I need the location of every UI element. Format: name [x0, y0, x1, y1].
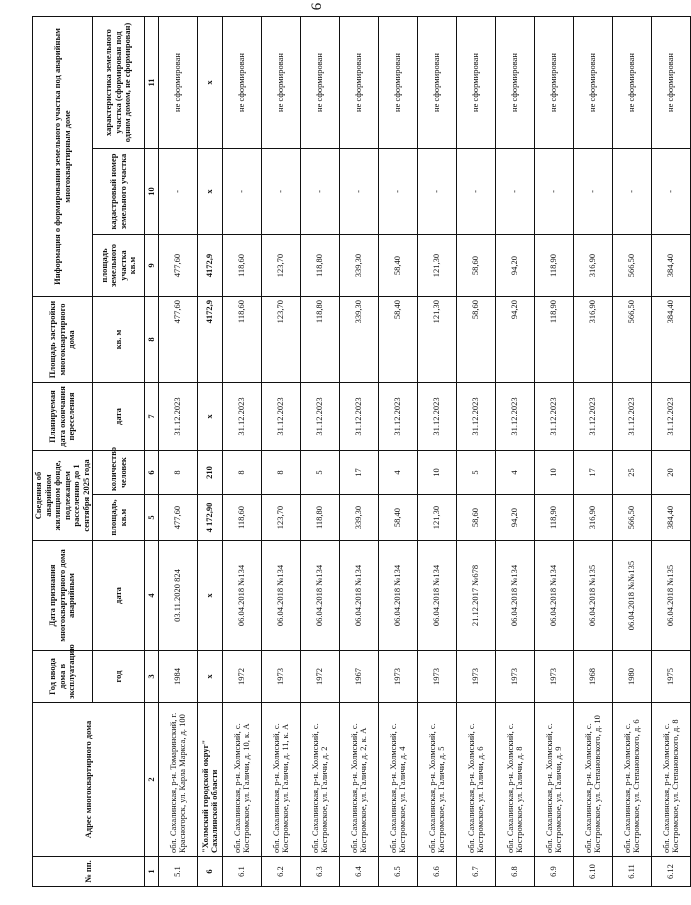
row-address: обл. Сахалинская, р-н. Холмский, с. Костромское, ул. Галичи, д. 2: [301, 703, 340, 857]
row-cadastral: -: [418, 149, 457, 235]
header-planned-date: дата: [93, 383, 145, 451]
row-planned-date: 31.12.2023: [496, 383, 535, 451]
column-number: 11: [145, 17, 159, 149]
row-planned-date: 31.12.2023: [613, 383, 652, 451]
header-cadastral: кадастровый номер земельного участка: [93, 149, 145, 235]
row-cadastral: -: [159, 149, 198, 235]
row-number: 6.11: [613, 857, 652, 887]
header-land-group: Информация о формировании земельного участка под аварийным многоквартирным доме: [33, 17, 93, 297]
row-number: 6.6: [418, 857, 457, 887]
row-area: 566,50: [613, 495, 652, 541]
table-row: [262, 17, 301, 887]
row-built-area: 477,60: [159, 297, 198, 383]
row-built-area: 121,30: [418, 297, 457, 383]
row-characteristic: не сформирован: [262, 17, 301, 149]
row-address: обл. Сахалинская, р-н. Холмский, с. Костромское, ул. Галичи, д. 4: [379, 703, 418, 857]
row-number: 6.1: [223, 857, 262, 887]
header-land-unit: кв.м: [127, 256, 138, 275]
row-year: 1973: [457, 651, 496, 703]
row-land-area: 339,30: [340, 235, 379, 297]
table-row: [301, 17, 340, 887]
row-people: 4: [379, 451, 418, 495]
row-area: 477,60: [159, 495, 198, 541]
row-planned-date: 31.12.2023: [223, 383, 262, 451]
row-people: 17: [574, 451, 613, 495]
row-area: 118,90: [535, 495, 574, 541]
row-built-area: 118,80: [301, 297, 340, 383]
row-year: 1967: [340, 651, 379, 703]
header-no: № пп.: [33, 857, 145, 887]
row-built-area: 94,20: [496, 297, 535, 383]
page-number: 9: [307, 2, 324, 11]
row-built-area: 316,90: [574, 297, 613, 383]
row-land-area: 316,90: [574, 235, 613, 297]
row-year: 1972: [301, 651, 340, 703]
row-date: 06.04.2018 №134: [496, 541, 535, 651]
row-address: обл. Сахалинская, р-н. Холмский, с. Костромское, ул. Галичи, д. 5: [418, 703, 457, 857]
row-characteristic: не сформирован: [613, 17, 652, 149]
row-built-area: 384,40: [652, 297, 691, 383]
row-cadastral: -: [574, 149, 613, 235]
row-date: 03.11.2020 824: [159, 541, 198, 651]
row-land-area: 118,60: [223, 235, 262, 297]
header-year-group: Год ввода дома в эксплуатацию: [33, 651, 93, 703]
row-number: 6.9: [535, 857, 574, 887]
header-recognition-group: Дата признания многоквартирного дома аварийным: [33, 541, 93, 651]
row-date: x: [198, 541, 223, 651]
row-date: 06.04.2018 №135: [574, 541, 613, 651]
row-cadastral: -: [535, 149, 574, 235]
row-land-area: 118,90: [535, 235, 574, 297]
header-info-group: Сведения об аварийном жилищном фонде, подлежащем расселению до 1 сентября 2025 года: [33, 451, 93, 541]
row-address: обл. Сахалинская, р-н. Холмский, с. Костромское, ул. Галичи, д. 10, к. А: [223, 703, 262, 857]
row-people: 20: [652, 451, 691, 495]
row-date: 21.12.2017 №678: [457, 541, 496, 651]
column-number: 5: [145, 495, 159, 541]
row-number: 6.7: [457, 857, 496, 887]
row-address: обл. Сахалинская, р-н. Холмский, с. Костромское, ул. Галичи, д. 11, к. А: [262, 703, 301, 857]
row-land-area: 123,70: [262, 235, 301, 297]
column-number: 7: [145, 383, 159, 451]
row-cadastral: x: [198, 149, 223, 235]
row-area: 384,40: [652, 495, 691, 541]
row-people: 10: [535, 451, 574, 495]
row-year: 1984: [159, 651, 198, 703]
row-characteristic: не сформирован: [535, 17, 574, 149]
row-people: 8: [262, 451, 301, 495]
row-characteristic: не сформирован: [379, 17, 418, 149]
row-characteristic: не сформирован: [652, 17, 691, 149]
row-date: 06.04.2018 №134: [301, 541, 340, 651]
row-address: обл. Сахалинская, р-н. Холмский, с. Костромское, ул. Степановского, д. 10: [574, 703, 613, 857]
row-planned-date: 31.12.2023: [535, 383, 574, 451]
row-area: 118,60: [223, 495, 262, 541]
header-date: дата: [93, 541, 145, 651]
column-number: 10: [145, 149, 159, 235]
row-characteristic: не сформирован: [159, 17, 198, 149]
row-land-area: 384,40: [652, 235, 691, 297]
row-number: 6.2: [262, 857, 301, 887]
row-land-area: 58,40: [379, 235, 418, 297]
row-year: 1973: [262, 651, 301, 703]
table-row: [457, 17, 496, 887]
row-date: 06.04.2018 №134: [535, 541, 574, 651]
row-people: 8: [223, 451, 262, 495]
row-characteristic: не сформирован: [574, 17, 613, 149]
row-area: 316,90: [574, 495, 613, 541]
row-land-area: 118,80: [301, 235, 340, 297]
row-planned-date: 31.12.2023: [457, 383, 496, 451]
row-land-area: 94,20: [496, 235, 535, 297]
row-number: 6.8: [496, 857, 535, 887]
row-built-area: 118,90: [535, 297, 574, 383]
row-year: 1972: [223, 651, 262, 703]
row-people: 8: [159, 451, 198, 495]
row-land-area: 477,60: [159, 235, 198, 297]
row-number: 6.5: [379, 857, 418, 887]
header-land-area: [93, 235, 145, 297]
row-land-area: 121,30: [418, 235, 457, 297]
row-address: обл. Сахалинская, р-н. Холмский, с. Костромское, ул. Галичи, д. 6: [457, 703, 496, 857]
row-built-area: 4172,9: [198, 297, 223, 383]
table-row: [340, 17, 379, 887]
table-row: [574, 17, 613, 887]
header-area: площадь, кв.м: [93, 495, 145, 541]
table-group-row: [198, 17, 223, 887]
row-address: обл. Сахалинская, р-н. Холмский, с. Костромское, ул. Степановского, д. 6: [613, 703, 652, 857]
row-number: 6: [198, 857, 223, 887]
row-date: 06.04.2018 №135: [652, 541, 691, 651]
row-planned-date: 31.12.2023: [159, 383, 198, 451]
row-number: 6.3: [301, 857, 340, 887]
header-planned-group: Планируемая дата окончания переселения: [33, 383, 93, 451]
row-planned-date: 31.12.2023: [301, 383, 340, 451]
row-cadastral: -: [652, 149, 691, 235]
row-area: 339,30: [340, 495, 379, 541]
column-number: 2: [145, 703, 159, 857]
row-number: 6.12: [652, 857, 691, 887]
column-number: 4: [145, 541, 159, 651]
header-built-area-group: Площадь застройки многоквартирного дома: [33, 297, 93, 383]
row-number: 5.1: [159, 857, 198, 887]
row-year: 1973: [379, 651, 418, 703]
row-date: 06.04.2018 №134: [262, 541, 301, 651]
row-planned-date: 31.12.2023: [379, 383, 418, 451]
row-area: 58,40: [379, 495, 418, 541]
column-number: 9: [145, 235, 159, 297]
column-numbers-row: [145, 17, 159, 887]
row-built-area: 123,70: [262, 297, 301, 383]
row-area: 118,80: [301, 495, 340, 541]
row-planned-date: x: [198, 383, 223, 451]
row-cadastral: -: [457, 149, 496, 235]
row-date: 06.04.2018 №134: [379, 541, 418, 651]
row-people: 17: [340, 451, 379, 495]
header-characteristic: характеристика земельного участка (сформирован под одним домом, не сформирован): [93, 17, 145, 149]
row-year: 1980: [613, 651, 652, 703]
header-land-area-label: площадь земельного участка: [98, 243, 128, 288]
table-row: [496, 17, 535, 887]
row-date: 06.04.2018 №№135: [613, 541, 652, 651]
row-characteristic: не сформирован: [496, 17, 535, 149]
row-area: 58,60: [457, 495, 496, 541]
row-address: обл. Сахалинская, р-н. Холмский, с. Костромское, ул. Галичи, д. 9: [535, 703, 574, 857]
row-land-area: 58,60: [457, 235, 496, 297]
row-date: 06.04.2018 №134: [340, 541, 379, 651]
row-land-area: 4172,9: [198, 235, 223, 297]
row-number: 6.10: [574, 857, 613, 887]
row-people: 4: [496, 451, 535, 495]
row-characteristic: x: [198, 17, 223, 149]
table-row: [223, 17, 262, 887]
column-number: 8: [145, 297, 159, 383]
row-year: 1973: [496, 651, 535, 703]
column-number: 3: [145, 651, 159, 703]
row-date: 06.04.2018 №134: [418, 541, 457, 651]
row-characteristic: не сформирован: [457, 17, 496, 149]
header-address: Адрес многоквартирного дома: [33, 703, 145, 857]
rotated-page: [32, 17, 681, 887]
row-planned-date: 31.12.2023: [340, 383, 379, 451]
table-row: [418, 17, 457, 887]
column-number: 1: [145, 857, 159, 887]
row-characteristic: не сформирован: [418, 17, 457, 149]
row-characteristic: не сформирован: [340, 17, 379, 149]
row-planned-date: 31.12.2023: [418, 383, 457, 451]
row-cadastral: -: [379, 149, 418, 235]
row-address: "Холмский городской округ" Сахалинской области: [198, 703, 223, 857]
row-address: обл. Сахалинская, р-н. Холмский, с. Костромское, ул. Галичи, д. 8: [496, 703, 535, 857]
emergency-housing-table: [32, 16, 691, 887]
row-built-area: 566,50: [613, 297, 652, 383]
row-address: обл. Сахалинская, р-н. Холмский, с. Костромское, ул. Галичи, д. 2, к. А: [340, 703, 379, 857]
table-body: [159, 17, 691, 887]
row-area: 123,70: [262, 495, 301, 541]
header-people: количество человек: [93, 451, 145, 495]
row-planned-date: 31.12.2023: [652, 383, 691, 451]
row-year: 1975: [652, 651, 691, 703]
row-cadastral: -: [340, 149, 379, 235]
row-land-area: 566,50: [613, 235, 652, 297]
column-number: 6: [145, 451, 159, 495]
row-people: 5: [457, 451, 496, 495]
row-cadastral: -: [496, 149, 535, 235]
row-cadastral: -: [223, 149, 262, 235]
table-row: [379, 17, 418, 887]
row-characteristic: не сформирован: [223, 17, 262, 149]
row-people: 25: [613, 451, 652, 495]
row-people: 10: [418, 451, 457, 495]
row-address: обл. Сахалинская, р-н. Холмский, с. Костромское, ул. Степановского, д. 8: [652, 703, 691, 857]
row-area: 121,30: [418, 495, 457, 541]
table-row: [535, 17, 574, 887]
row-built-area: 58,60: [457, 297, 496, 383]
row-cadastral: -: [301, 149, 340, 235]
row-people: 210: [198, 451, 223, 495]
table-row: [652, 17, 691, 887]
row-built-area: 58,40: [379, 297, 418, 383]
row-address: обл. Сахалинская, р-н. Томаринский, г. Красногорск, ул. Карла Маркса, д. 100: [159, 703, 198, 857]
row-date: 06.04.2018 №134: [223, 541, 262, 651]
header-sqm: кв. м: [93, 297, 145, 383]
row-area: 94,20: [496, 495, 535, 541]
row-cadastral: -: [613, 149, 652, 235]
table-row: [159, 17, 198, 887]
row-year: 1968: [574, 651, 613, 703]
row-characteristic: не сформирован: [301, 17, 340, 149]
row-area: 4 172,90: [198, 495, 223, 541]
table-row: [613, 17, 652, 887]
row-people: 5: [301, 451, 340, 495]
row-year: 1973: [535, 651, 574, 703]
row-planned-date: 31.12.2023: [262, 383, 301, 451]
row-year: x: [198, 651, 223, 703]
row-built-area: 339,30: [340, 297, 379, 383]
row-built-area: 118,60: [223, 297, 262, 383]
row-cadastral: -: [262, 149, 301, 235]
header-year: год: [93, 651, 145, 703]
row-number: 6.4: [340, 857, 379, 887]
row-year: 1973: [418, 651, 457, 703]
row-planned-date: 31.12.2023: [574, 383, 613, 451]
